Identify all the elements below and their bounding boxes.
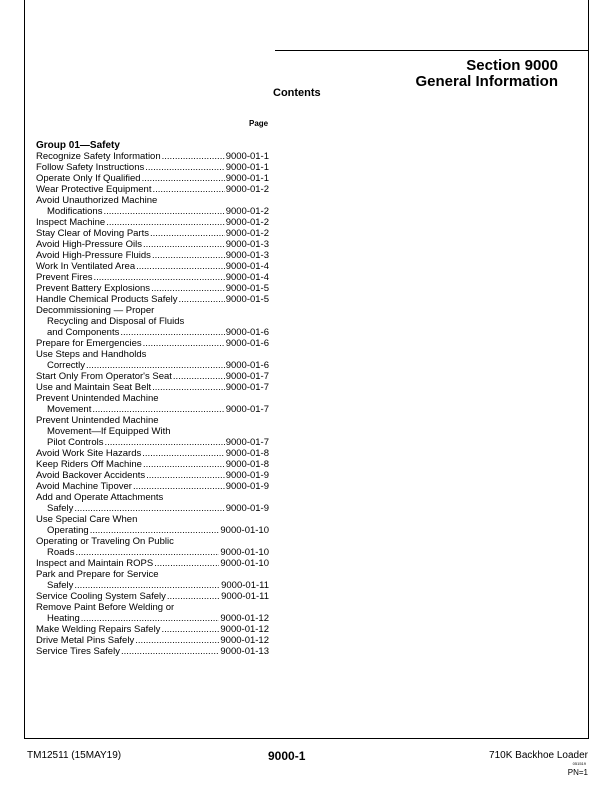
toc-entry [36, 228, 269, 239]
toc-leader-dots [162, 151, 225, 162]
toc-entry [36, 558, 269, 569]
toc-leader-dots [151, 283, 225, 294]
toc-entry-title-line: Remove Paint Before Welding or [36, 602, 175, 613]
toc-entry-page: 9000-01-13 [220, 646, 269, 657]
toc-leader-dots [167, 591, 220, 602]
toc-entry-page: 9000-01-7 [225, 371, 269, 382]
toc-entry [36, 173, 269, 184]
toc-entry-page: 9000-01-4 [225, 272, 269, 283]
toc-leader-dots [179, 294, 225, 305]
toc-entry-row [36, 558, 269, 569]
toc-entry-title-line: Prevent Unintended Machine [36, 415, 159, 426]
toc-entry [36, 184, 269, 195]
toc-entry [36, 217, 269, 228]
toc-entry-row [36, 646, 269, 657]
toc-leader-dots [154, 558, 219, 569]
toc-entry-page: 9000-01-2 [225, 217, 269, 228]
toc-entry-page: 9000-01-6 [225, 338, 269, 349]
toc-leader-dots [133, 481, 225, 492]
toc-leader-dots [152, 250, 225, 261]
toc-entry-title: Recognize Safety Information [36, 151, 161, 162]
toc-leader-dots [94, 272, 225, 283]
toc-entry-row [36, 151, 269, 162]
toc-entry-title: Safely [47, 503, 74, 514]
toc-entry-row [36, 239, 269, 250]
toc-entry-page: 9000-01-7 [225, 382, 269, 393]
toc-leader-dots [143, 338, 225, 349]
toc-entry-row [36, 162, 269, 173]
toc-leader-dots [152, 184, 224, 195]
toc-entry-title: Stay Clear of Moving Parts [36, 228, 149, 239]
toc-entry [36, 514, 269, 536]
toc-entry-title: Avoid High-Pressure Oils [36, 239, 142, 250]
toc-entry-page: 9000-01-1 [225, 162, 269, 173]
toc-entry [36, 261, 269, 272]
toc-entry-row [36, 404, 269, 415]
toc-entry-title-line: Operating or Traveling On Public [36, 536, 174, 547]
toc-entry-title: Start Only From Operator's Seat [36, 371, 172, 382]
toc-entry-row [36, 360, 269, 371]
toc-entry-title-line: Decommissioning — Proper [36, 305, 155, 316]
toc-entry-row [36, 591, 269, 602]
toc-entry [36, 415, 269, 448]
toc-leader-dots [161, 624, 219, 635]
toc-entry-page: 9000-01-9 [225, 470, 269, 481]
toc-entry-page: 9000-01-12 [220, 624, 269, 635]
toc-entry-page: 9000-01-8 [225, 448, 269, 459]
toc-entry-page: 9000-01-5 [225, 294, 269, 305]
toc-entry [36, 459, 269, 470]
toc-entry [36, 646, 269, 657]
toc-entry-title: Drive Metal Pins Safely [36, 635, 135, 646]
toc-entry [36, 283, 269, 294]
page-frame-bottom [24, 738, 589, 739]
toc-entry-title: Inspect and Maintain ROPS [36, 558, 154, 569]
toc-entry-title: Avoid High-Pressure Fluids [36, 250, 151, 261]
toc-entry-title-line: Use Steps and Handholds [36, 349, 147, 360]
toc-entries [36, 151, 269, 657]
toc-entry-page: 9000-01-10 [220, 547, 269, 558]
toc-entry-title: Avoid Work Site Hazards [36, 448, 142, 459]
footer-doc-id: TM12511 (15MAY19) [27, 750, 122, 761]
toc-entry-page: 9000-01-1 [225, 151, 269, 162]
toc-entry-row [36, 327, 269, 338]
toc-entry [36, 162, 269, 173]
toc-entry [36, 624, 269, 635]
toc-leader-dots [135, 635, 219, 646]
toc-entry-title: Safely [47, 580, 74, 591]
toc-leader-dots [146, 470, 225, 481]
toc-entry-row [36, 635, 269, 646]
toc-entry-row [36, 173, 269, 184]
toc-entry-page: 9000-01-5 [225, 283, 269, 294]
toc-entry-page: 9000-01-12 [220, 635, 269, 646]
toc-leader-dots [81, 613, 220, 624]
toc-entry-page: 9000-01-8 [225, 459, 269, 470]
contents-heading: Contents [273, 87, 321, 99]
toc-entry-row [36, 228, 269, 239]
toc-leader-dots [152, 382, 225, 393]
toc-leader-dots [120, 327, 224, 338]
toc-entry [36, 151, 269, 162]
toc-entry [36, 393, 269, 415]
toc-entry-row [36, 624, 269, 635]
toc-entry-title-line: Recycling and Disposal of Fluids [47, 316, 185, 327]
toc-entry [36, 492, 269, 514]
toc-leader-dots [136, 261, 225, 272]
group-title: Group 01—Safety [36, 140, 120, 151]
toc-entry-page: 9000-01-11 [221, 591, 269, 602]
toc-entry-row [36, 294, 269, 305]
toc-entry-row [36, 338, 269, 349]
toc-entry [36, 602, 269, 624]
toc-entry-title: Modifications [47, 206, 103, 217]
header-rule [275, 50, 588, 51]
toc-entry-row [36, 283, 269, 294]
toc-entry-row [36, 613, 269, 624]
toc-entry-row [36, 448, 269, 459]
toc-leader-dots [145, 162, 224, 173]
toc-entry-title: Work In Ventilated Area [36, 261, 136, 272]
toc-entry-title: Heating [47, 613, 80, 624]
table-of-contents [36, 140, 269, 657]
toc-entry-page: 9000-01-2 [225, 184, 269, 195]
toc-entry [36, 591, 269, 602]
toc-entry [36, 635, 269, 646]
toc-entry-title: Make Welding Repairs Safely [36, 624, 161, 635]
toc-entry-row [36, 217, 269, 228]
toc-entry-title: Prevent Fires [36, 272, 93, 283]
toc-entry-title-line: Avoid Unauthorized Machine [36, 195, 158, 206]
toc-entry-row [36, 437, 269, 448]
footer-small-code: 051519 [572, 761, 586, 766]
toc-entry-title: Service Cooling System Safely [36, 591, 166, 602]
toc-entry-row [36, 184, 269, 195]
toc-entry-title: Movement [47, 404, 92, 415]
toc-leader-dots [143, 239, 225, 250]
toc-entry-page: 9000-01-7 [225, 437, 269, 448]
toc-entry-title: Operate Only If Qualified [36, 173, 141, 184]
toc-entry-page: 9000-01-11 [221, 580, 269, 591]
toc-entry-title: Service Tires Safely [36, 646, 120, 657]
toc-entry-row [36, 470, 269, 481]
toc-leader-dots [142, 448, 224, 459]
toc-leader-dots [150, 228, 225, 239]
toc-entry-title-line: Use Special Care When [36, 514, 138, 525]
toc-entry-row [36, 481, 269, 492]
toc-entry [36, 250, 269, 261]
toc-entry [36, 371, 269, 382]
toc-leader-dots [86, 360, 225, 371]
toc-entry [36, 382, 269, 393]
toc-entry-title-line: Park and Prepare for Service [36, 569, 159, 580]
toc-leader-dots [103, 206, 224, 217]
toc-leader-dots [142, 173, 225, 184]
footer-model: 710K Backhoe Loader [489, 750, 588, 761]
toc-leader-dots [75, 547, 219, 558]
toc-entry-title: Prepare for Emergencies [36, 338, 142, 349]
toc-leader-dots [74, 580, 220, 591]
toc-leader-dots [90, 525, 220, 536]
toc-entry [36, 481, 269, 492]
toc-entry-row [36, 261, 269, 272]
page-frame-left [24, 0, 25, 739]
section-header [415, 58, 558, 90]
toc-entry-title: and Components [47, 327, 120, 338]
toc-entry-page: 9000-01-9 [225, 503, 269, 514]
toc-entry [36, 338, 269, 349]
toc-entry-title: Correctly [47, 360, 86, 371]
toc-entry [36, 272, 269, 283]
toc-entry-title: Prevent Battery Explosions [36, 283, 151, 294]
toc-entry-title: Inspect Machine [36, 217, 106, 228]
toc-leader-dots [143, 459, 225, 470]
toc-entry-row [36, 503, 269, 514]
toc-leader-dots [105, 437, 225, 448]
toc-entry [36, 239, 269, 250]
toc-entry-row [36, 547, 269, 558]
toc-entry-title: Operating [47, 525, 89, 536]
toc-entry-page: 9000-01-9 [225, 481, 269, 492]
toc-entry-title: Wear Protective Equipment [36, 184, 152, 195]
toc-entry-page: 9000-01-7 [225, 404, 269, 415]
toc-entry-row [36, 525, 269, 536]
toc-entry-page: 9000-01-10 [220, 525, 269, 536]
toc-entry [36, 305, 269, 338]
toc-entry-row [36, 382, 269, 393]
toc-entry-page: 9000-01-12 [220, 613, 269, 624]
toc-entry [36, 536, 269, 558]
page-column-label: Page [249, 119, 269, 128]
toc-entry-title: Handle Chemical Products Safely [36, 294, 178, 305]
toc-entry-title: Follow Safety Instructions [36, 162, 145, 173]
toc-entry-page: 9000-01-6 [225, 327, 269, 338]
toc-entry-title: Avoid Machine Tipover [36, 481, 132, 492]
toc-leader-dots [74, 503, 224, 514]
toc-entry-title: Pilot Controls [47, 437, 104, 448]
section-number: Section 9000 [466, 57, 558, 74]
toc-entry-title-line: Movement—If Equipped With [47, 426, 171, 437]
toc-entry-page: 9000-01-3 [225, 239, 269, 250]
toc-entry [36, 569, 269, 591]
toc-entry-page: 9000-01-3 [225, 250, 269, 261]
toc-entry-title-line: Add and Operate Attachments [36, 492, 164, 503]
footer-page-number: 9000-1 [268, 749, 306, 763]
toc-entry [36, 349, 269, 371]
toc-leader-dots [92, 404, 224, 415]
toc-entry-row [36, 371, 269, 382]
page-frame-right [588, 0, 589, 739]
toc-entry-title: Avoid Backover Accidents [36, 470, 146, 481]
toc-entry [36, 294, 269, 305]
toc-leader-dots [106, 217, 225, 228]
toc-entry-page: 9000-01-4 [225, 261, 269, 272]
toc-entry-title: Keep Riders Off Machine [36, 459, 142, 470]
toc-entry [36, 470, 269, 481]
toc-entry [36, 448, 269, 459]
toc-entry-page: 9000-01-1 [225, 173, 269, 184]
toc-entry-title-line: Prevent Unintended Machine [36, 393, 159, 404]
toc-entry-page: 9000-01-2 [225, 228, 269, 239]
toc-entry-row [36, 459, 269, 470]
toc-leader-dots [121, 646, 219, 657]
toc-entry-page: 9000-01-10 [220, 558, 269, 569]
toc-leader-dots [173, 371, 225, 382]
toc-entry [36, 195, 269, 217]
footer-pn: PN=1 [567, 768, 588, 777]
toc-entry-page: 9000-01-6 [225, 360, 269, 371]
section-title: General Information [415, 73, 558, 90]
toc-entry-title: Use and Maintain Seat Belt [36, 382, 152, 393]
toc-entry-row [36, 580, 269, 591]
toc-entry-row [36, 206, 269, 217]
toc-entry-page: 9000-01-2 [225, 206, 269, 217]
toc-entry-row [36, 250, 269, 261]
toc-entry-title: Roads [47, 547, 75, 558]
toc-entry-row [36, 272, 269, 283]
